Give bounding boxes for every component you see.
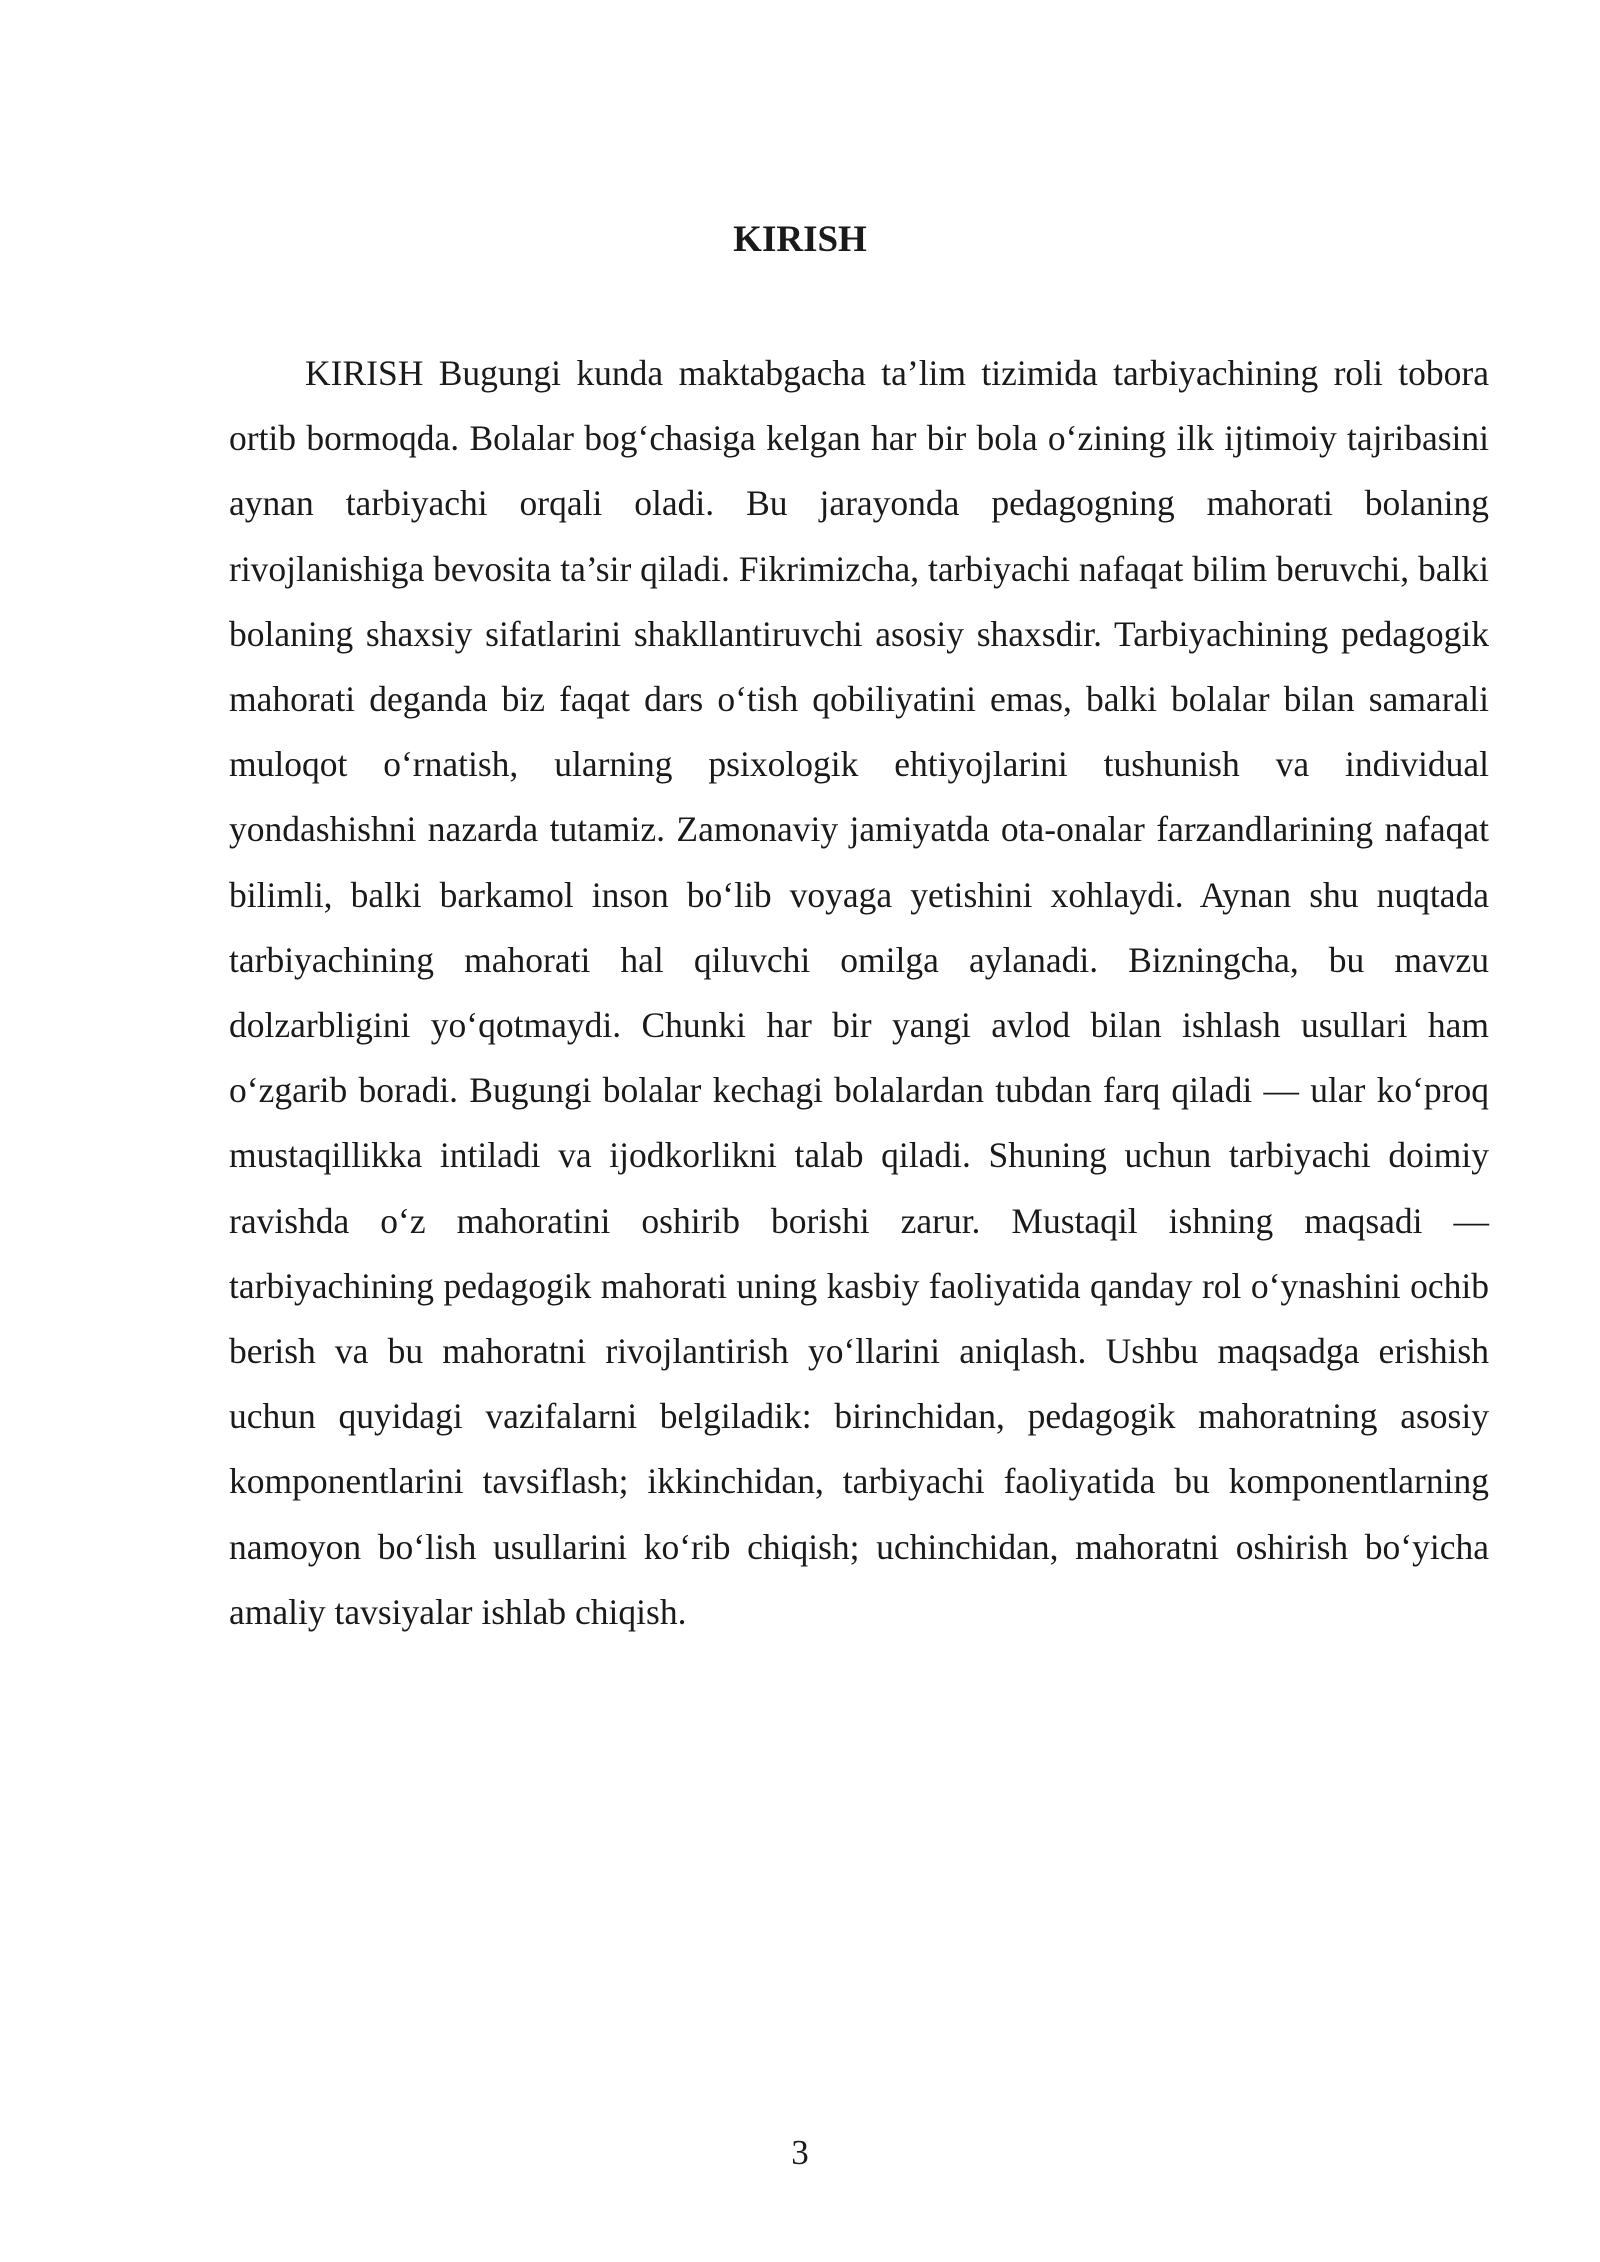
page-number: 3 [791,2133,809,2172]
page-title: KIRISH [733,219,867,260]
body-paragraph: KIRISH Bugungi kunda maktabgacha ta’lim tizimida tarbiyachining roli tobora ortib bormoqda. Bolalar bog‘chasiga kelgan har bir bola o‘zining ilk ijtimoiy tajribasini aynan tarbiyachi orqali oladi. Bu jarayonda pedagogning mahorati bolaning rivojlanishiga bevosita ta’sir qiladi. Fikrimizcha, tarbiyachi nafaqat bilim beruvchi, balki bolaning shaxsiy sifatlarini shakllantiruvchi asosiy shaxsdir. Tarbiyachining pedagogik mahorati deganda biz faqat dars o‘tish qobiliyatini emas, balki bolalar bilan samarali muloqot o‘rnatish, ularning psixologik ehtiyojlarini tushunish va individual yondashishni nazarda tutamiz. Zamonaviy jamiyatda ota-onalar farzandlarining nafaqat bilimli, balki barkamol inson bo‘lib voyaga yetishini xohlaydi. Aynan shu nuqtada tarbiyachining mahorati hal qiluvchi omilga aylanadi. Bizningcha, bu mavzu dolzarbligini yo‘qotmaydi. Chunki har bir yangi avlod bilan ishlash usullari ham o‘zgarib boradi. Bugungi bolalar kechagi bolalardan tubdan farq qiladi — ular ko‘proq mustaqillikka intiladi va ijodkorlikni talab qiladi. Shuning uchun tarbiyachi doimiy ravishda o‘z mahoratini oshirib borishi zarur. Mustaqil ishning maqsadi — tarbiyachining pedagogik mahorati uning kasbiy faoliyatida qanday rol o‘ynashini ochib berish va bu mahoratni rivojlantirish yo‘llarini aniqlash. Ushbu maqsadga erishish uchun quyidagi vazifalarni belgiladik: birinchidan, pedagogik mahoratning asosiy komponentlarini tavsiflash; ikkinchidan, tarbiyachi faoliyatida bu komponentlarning namoyon bo‘lish usullarini ko‘rib chiqish; uchinchidan, mahoratni oshirish bo‘yicha amaliy tavsiyalar ishlab chiqish. [229,353,1489,1632]
